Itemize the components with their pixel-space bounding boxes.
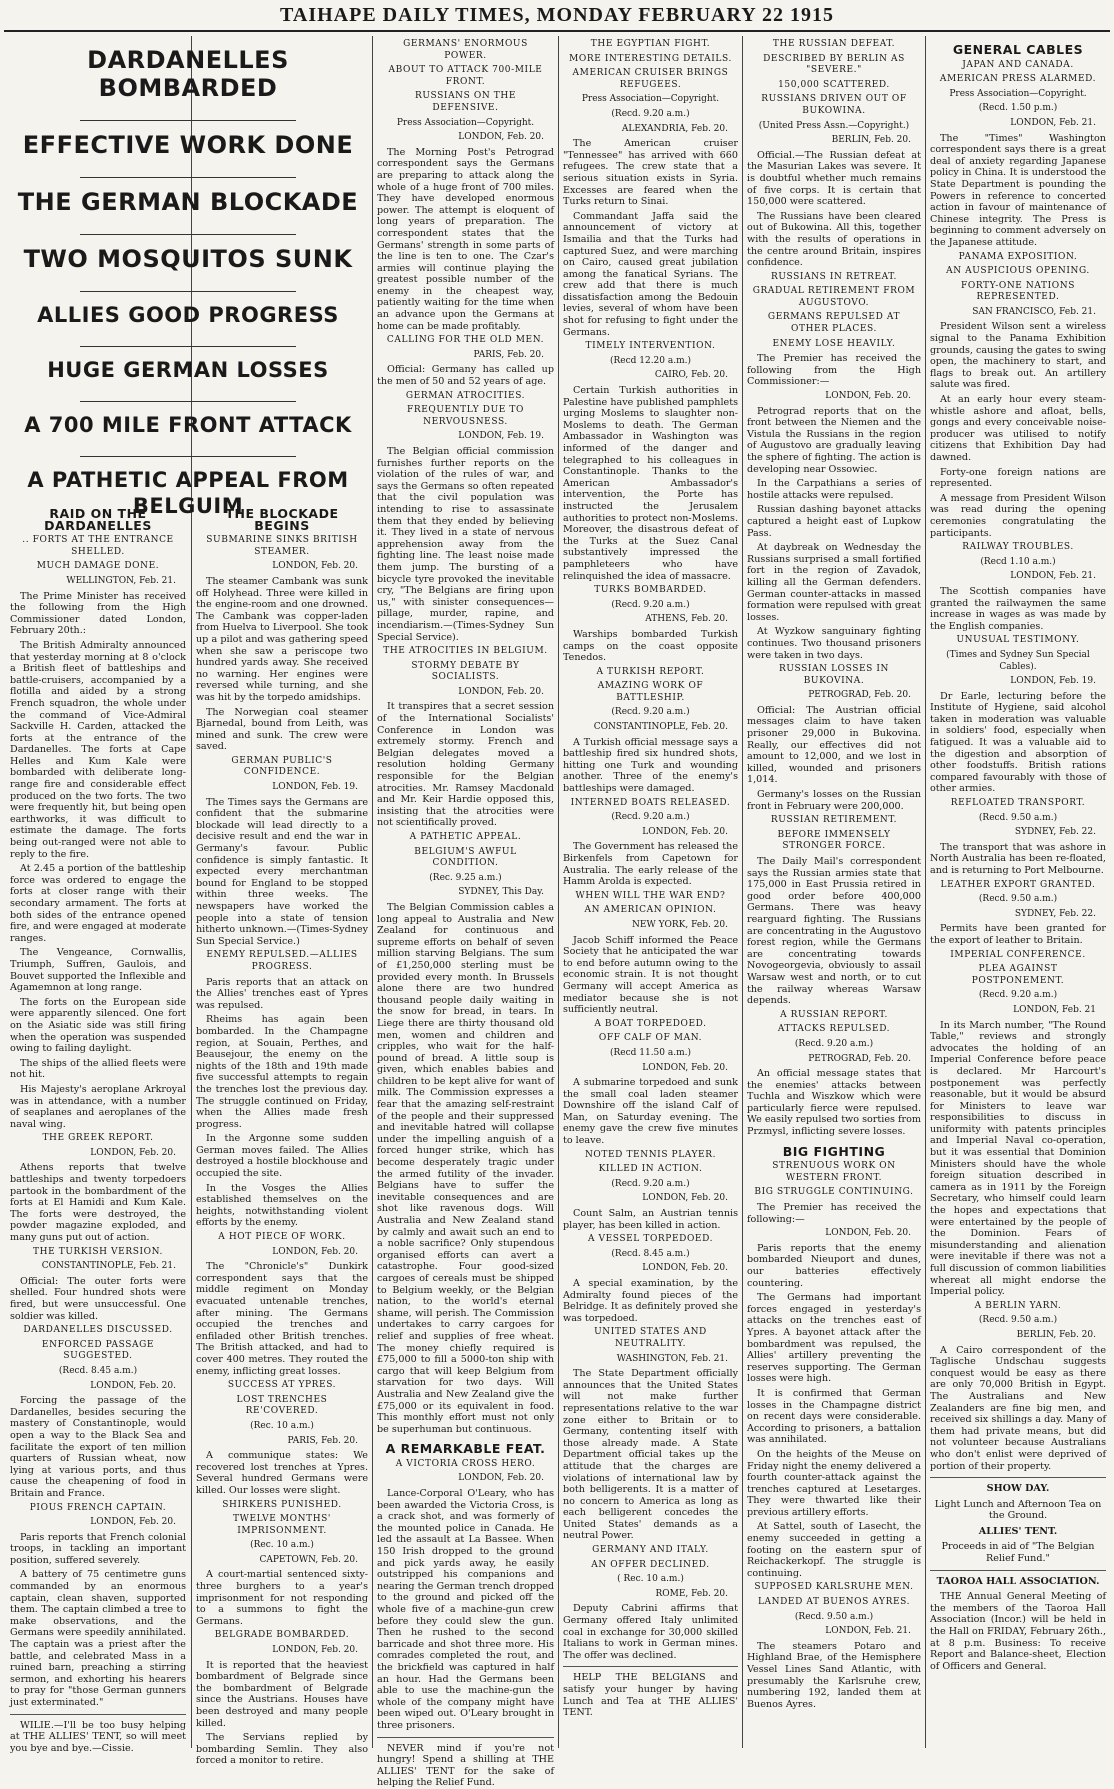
subheading: SUBMARINE SINKS BRITISH STEAMER. <box>206 535 358 557</box>
source-line: (Recd. 1.50 p.m.) <box>978 103 1058 114</box>
source-line: (Recd. 9.50 a.m.) <box>978 1315 1058 1326</box>
column-3 <box>377 36 554 1789</box>
source-line: (Recd. 8.45 a.m.) <box>58 1365 138 1376</box>
paragraph: It is reported that the heaviest bombardment of Belgrade since the bombardment of Belgrade since the Austrians. Houses have been destroyed and many people killed. <box>196 1659 368 1729</box>
dateline: LONDON, Feb. 21. <box>1010 117 1096 128</box>
paragraph: In the Argonne some sudden German moves failed. The Allies destroyed a hostile blockhouse and occupied the site. <box>196 1133 368 1180</box>
source-line: ( Rec. 10 a.m.) <box>617 1574 684 1585</box>
dateline: LONDON, Feb. 21. <box>1010 571 1096 582</box>
article-headline: A BOAT TORPEDOED. <box>594 1018 707 1029</box>
paragraph: The Government has released the Birkenfels from Capetown for Australia. The early release of the Hamm Arolda is expected. <box>563 841 738 888</box>
paragraph: The Prime Minister has received the following from the High Commissioner dated London, February 20th.: <box>10 590 186 637</box>
article-headline: SUPPOSED KARLSRUHE MEN. <box>754 1582 914 1593</box>
dateline: LONDON, Feb. 20. <box>458 132 544 143</box>
paragraph: Jacob Schiff informed the Peace Society that he anticipated the war to end before autumn owing to the economic strain. It is not thought Germany will accept America as mediator because she is not sufficiently neutral. <box>563 934 738 1016</box>
article-headline: UNITED STATES AND NEUTRALITY. <box>594 1327 707 1349</box>
dateline: CAPETOWN, Feb. 20. <box>259 1554 358 1565</box>
paragraph: The Vengeance, Cornwallis, Triumph, Suffren, Gaulois, and Bouvet supported the Inflexible and Agamemnon at long range. <box>10 947 186 994</box>
dateline: BERLIN, Feb. 20. <box>1016 1329 1096 1340</box>
headline-divider <box>80 346 296 347</box>
dateline: LONDON, Feb. 20. <box>642 1062 728 1073</box>
subheading: 150,000 SCATTERED. <box>778 79 890 90</box>
article-headline: THE TURKISH VERSION. <box>33 1246 163 1257</box>
headline: TWO MOSQUITOS SUNK <box>23 245 353 273</box>
paragraph: Germany's losses on the Russian front in February were 200,000. <box>747 789 921 812</box>
headline: DARDANELLES BOMBARDED <box>87 46 289 102</box>
source-line: (Recd. 9.20 a.m.) <box>611 599 690 610</box>
column-4 <box>563 36 738 1746</box>
article-headline: GERMANY AND ITALY. <box>592 1545 709 1556</box>
headline: HUGE GERMAN LOSSES <box>47 358 329 382</box>
dateline: LONDON, Feb. 20. <box>642 1193 728 1204</box>
paragraph: The Germans had important forces engaged in yesterday's attacks on the trenches east of Ypres. A bayonet attack after the bombardment was repulsed, the Allies' artillery preventing the reserves supporting. The German losses were high. <box>747 1292 921 1385</box>
headline: ALLIES GOOD PROGRESS <box>37 303 339 327</box>
subheading: TWELVE MONTHS' IMPRISONMENT. <box>232 1514 332 1536</box>
dateline: WASHINGTON, Feb. 21. <box>616 1353 728 1364</box>
subheading: AMERICAN CRUISER BRINGS REFUGEES. <box>572 68 729 90</box>
source-line: Press Association—Copyright. <box>396 117 535 128</box>
source-line: (Rec. 10 a.m.) <box>250 1540 314 1551</box>
subheading: DESCRIBED BY BERLIN AS "SEVERE." <box>763 53 905 76</box>
paragraph: In its March number, "The Round Table," reviews and strongly advocates the holding of an Imperial Conference before peace is declared. Mr Harcourt's postponement was perfectly reasonable, but it would be absurd for Ministers to leave war responsibilities to discuss in uniformity with patents principles and Imperial Naval co-operation, but it was essential that Dominion Ministers should have the whole foreign situation described in camera as in 1911 by the Foreign Secretary, who himself could learn the hopes and expectations that were entertained by the people of the Dominion. Fears of misunderstanding and alienation were inevitable if there was not a full discussion of common liabilities whereat all might endorse the Imperial policy. <box>930 1019 1106 1298</box>
article-headline: RUSSIAN LOSSES IN BUKOVINA. <box>778 664 890 686</box>
article-headline: A BERLIN YARN. <box>974 1300 1062 1311</box>
paragraph: President Wilson sent a wireless signal to the Panama Exhibition grounds, causing the gates to swing open, the machinery to start, and flags to break out. An artillery salute was fired. <box>930 321 1106 391</box>
paragraph: In the Vosges the Allies established themselves on the heights, notwithstanding violent efforts by the enemy. <box>196 1182 368 1229</box>
paragraph: The Morning Post's Petrograd correspondent says the Germans are preparing to attack along the whole of a huge front of 700 miles. They have developed enormous power. The attempt is eloquent of long years of preparation. The correspondent states that the Germans' strength in some parts of the line is ten to one. The Czar's armies will continue playing the greatest possible number of the enemy in the cheapest way, patiently waiting for the time when an advance upon the Germans at home can be made profitably. <box>377 146 554 332</box>
source-line: (Recd. 8.45 a.m.) <box>611 1248 690 1259</box>
dateline: PARIS, Feb. 20. <box>287 1435 358 1446</box>
source-line: Press Association—Copyright. <box>581 94 720 105</box>
source-line: (Recd. 9.20 a.m.) <box>794 1038 874 1049</box>
section-rule <box>563 1666 738 1667</box>
article-headline: ENEMY REPULSED.—ALLIES PROGRESS. <box>206 950 358 972</box>
paragraph: The Scottish companies have granted the railwaymen the same increase in wages as was made by the English companies. <box>930 585 1106 632</box>
section-rule <box>377 1737 554 1738</box>
subheading: ABOUT TO ATTACK 700-MILE FRONT. <box>388 65 543 87</box>
column-5 <box>747 36 921 1746</box>
ad-text: THE Annual General Meeting of the members of the Taoroa Hall Association (Incor.) will be held in the Hall on FRIDAY, February 26th., at 8 p.m. Business: To receive Report and Balance-sheet, Election of Officers and General. <box>930 1591 1106 1672</box>
paragraph: Commandant Jaffa said the announcement of victory at Ismailia and that the Turks had captured Suez, and were marching on Cairo, caused great jubilation among the fanatical Syrians. The crew add that there is much dissatisfaction among the Bedouin levies, several of whom have been shot for refusing to fight under the Germans. <box>563 210 738 338</box>
subheading: LANDED AT BUENOS AYRES. <box>757 1597 911 1608</box>
ad-text: Light Lunch and Afternoon Tea on the Ground. <box>934 1498 1102 1522</box>
ad-heading: ALLIES' TENT. <box>978 1525 1058 1537</box>
subheading: GRADUAL RETIREMENT FROM AUGUSTOVO. <box>752 286 916 308</box>
dateline: CONSTANTINOPLE, Feb. 20. <box>593 722 728 733</box>
source-line: (Recd. 9.20 a.m.) <box>611 1178 690 1189</box>
article-headline: IMPERIAL CONFERENCE. <box>950 949 1086 960</box>
subheading: ATTACKS REPULSED. <box>777 1024 891 1035</box>
article-headline: BIG FIGHTING <box>782 1143 886 1159</box>
dateline: LONDON, Feb. 20. <box>642 1263 728 1274</box>
ad-heading: SHOW DAY. <box>986 1483 1050 1495</box>
paragraph: Lance-Corporal O'Leary, who has been awarded the Victoria Cross, is a crack shot, and was formerly of the mounted police in Canada. He led the assault at La Bassee. When 150 Irish dropped to the ground and pick yards away, he easily outstripped his companions and nearing the German trench dropped to the ground and picked off the whole five of a machine-gun crew before they could slew the gun. Then he rushed to the second barricade and shot three more. His comrades completed the rout, and the brickfield was captured in half an hour. Had the Germans been able to use the machine-gun the whole of the company might have been wiped out. O'Leary brought in three prisoners. <box>377 1488 554 1731</box>
paragraph: The steamers Potaro and Highland Brae, of the Hemisphere Vessel Lines Sand Atlantic, with presumably the Karlsruhe crew, numbering 192, landed them at Buenos Ayres. <box>747 1640 921 1710</box>
subheading: STORMY DEBATE BY SOCIALISTS. <box>411 660 520 683</box>
paragraph: A communique states: We recovered lost trenches at Ypres. Several hundred Germans were killed. Our losses were slight. <box>196 1450 368 1496</box>
paragraph: Paris reports that French colonial troops, in tackling an important position, suffered severely. <box>10 1531 186 1566</box>
dateline: LONDON, Feb. 21. <box>825 1626 911 1637</box>
dateline: ROME, Feb. 20. <box>655 1588 728 1599</box>
source-line: (Rec. 9.25 a.m.) <box>429 872 502 883</box>
paragraph: The "Times" Washington correspondent says there is a great deal of anxiety regarding Japanese policy in China. It is understood the State Department is pounding the Powers in reference to concerted action in favour of maintenance of Chinese integrity. The Press is beginning to comment adversely on the Japanese attitude. <box>930 132 1106 248</box>
dateline: NEW YORK, Feb. 20. <box>632 919 728 930</box>
dateline: ATHENS, Feb. 20. <box>645 614 728 625</box>
source-line: (Recd. 9.50 a.m.) <box>978 894 1058 905</box>
article-headline: GERMANS' ENORMOUS POWER. <box>403 39 528 61</box>
subheading: STRENUOUS WORK ON WESTERN FRONT. <box>772 1161 896 1183</box>
paragraph: A Turkish official message says a battleship fired six hundred shots, hitting one Turk and wounding another. Three of the enemy's battleships were damaged. <box>563 736 738 795</box>
subheading: OFF CALF OF MAN. <box>598 1033 703 1044</box>
paragraph: The Russians have been cleared out of Bukowina. All this, together with the results of operations in the centre around Britain, inspires confidence. <box>747 210 921 269</box>
paragraph: It transpires that a secret session of the International Socialists' Conference in London was extremely stormy. French and Belgian delegates moved a resolution holding Germany responsible for the Belgian atrocities. Mr. Ramsey Macdonald and Mr. Keir Hardie opposed this, insisting that the atrocities were not scientifically proved. <box>377 701 554 829</box>
dateline: LONDON, Feb. 20. <box>825 1228 911 1239</box>
column-rule <box>558 36 559 1748</box>
paragraph: His Majesty's aeroplane Arkroyal was in attendance, with a number of seaplanes and aeroplanes of the naval wing. <box>10 1083 186 1130</box>
article-headline: REFLOATED TRANSPORT. <box>950 798 1086 809</box>
paragraph: Certain Turkish authorities in Palestine have published pamphlets urging Moslems to slaughter non-Moslems to death. The German Ambassador in Washington was informed of the danger and telegraphed to his colleagues in Constantinople. Thanks to the American Ambassador's intervention, the Porte has instructed the Jerusalem authorities to protect non-Moslems. Moreover, the disastrous defeat of the Turks at the Suez Canal substantively impressed the pamphleteers who have relinquished the idea of massacre. <box>563 385 738 582</box>
source-line: (Recd. 9.20 a.m.) <box>978 990 1058 1001</box>
paragraph: The British Admiralty announced that yesterday morning at 8 o'clock a British fleet of battleships and battle-cruisers, accompanied by a flotilla and aided by a strong French squadron, the whole under the command of Vice-Admiral Sackville H. Carden, attacked the forts at the entrance of the Dardanelles. The forts at Cape Helles and Kum Kale were bombarded with deliberate long-range fire and considerable effect produced on the two forts. The two were frequently hit, but being open earthworks, it was difficult to estimate the damage. The forts being out-ranged were not able to reply to the fire. <box>10 639 186 860</box>
column-rule <box>372 36 373 1748</box>
paragraph: Paris reports that the enemy bombarded Nieuport and dunes, our batteries effectively countering. <box>747 1242 921 1289</box>
subheading: A VICTORIA CROSS HERO. <box>395 1458 536 1469</box>
dateline: SYDNEY, Feb. 22. <box>1014 827 1096 838</box>
paragraph: The ships of the allied fleets were not hit. <box>10 1057 186 1081</box>
source-line: (Rec. 10 a.m.) <box>250 1420 314 1431</box>
paragraph: Official.—The Russian defeat at the Masurian Lakes was severe. It is doubtful whether much remains of five corps. It is certain that 150,000 were scattered. <box>747 149 921 208</box>
article-headline: SHIRKERS PUNISHED. <box>222 1499 342 1510</box>
paragraph: A message from President Wilson was read during the opening ceremonies congratulating the participants. <box>930 492 1106 539</box>
article-headline: CALLING FOR THE OLD MEN. <box>386 335 545 346</box>
article-headline: A VESSEL TORPEDOED. <box>587 1234 714 1245</box>
article-headline: WHEN WILL THE WAR END? <box>575 890 726 901</box>
paragraph: At Sattel, south of Lasecht, the enemy succeeded in getting a footing on the eastern spur of Reichackerkopf. The struggle is continuing. <box>747 1521 921 1579</box>
subheading: ENEMY LOSE HEAVILY. <box>772 338 896 349</box>
masthead: TAIHAPE DAILY TIMES, MONDAY FEBRUARY 22 1915 <box>280 4 834 26</box>
paragraph: The steamer Cambank was sunk off Holyhead. Three were killed in the engine-room and one drowned. The Cambank was copper-laden from Huelva to Liverpool. She took up a pilot and was gathering speed when she saw a periscope two hundred yards away. She received no warning. Her engines were reversed while turning, and she was hit by the torpedo amidships. <box>196 575 368 703</box>
paragraph: Athens reports that twelve battleships and twenty torpedoers partook in the bombardment of the forts at El Hamidi and Kum Kale. The forts were destroyed, the powder magazine exploded, and many guns put out of action. <box>10 1162 186 1244</box>
dateline: LONDON, Feb. 20. <box>90 1517 176 1528</box>
headline: A PATHETIC APPEAL FROM BELGUIM <box>27 468 349 518</box>
notice: NEVER mind if you're not hungry! Spend a shilling at THE ALLIES' TENT for the sake of helping the Relief Fund. <box>377 1742 554 1789</box>
dateline: SAN FRANCISCO, Feb. 21. <box>972 306 1096 317</box>
subheading: KILLED IN ACTION. <box>598 1164 703 1175</box>
article-headline: RUSSIAN RETIREMENT. <box>770 815 898 826</box>
dateline: LONDON, Feb. 19. <box>458 431 544 442</box>
article-headline: GERMAN ATROCITIES. <box>405 390 526 401</box>
paragraph: At daybreak on Wednesday the Russians surprised a small fortified fort in the region of Zavadok, killing all the German defenders. German counter-attacks in massed formation were repulsed with great losses. <box>747 542 921 623</box>
paragraph: Official: Germany has called up the men of 50 and 52 years of age. <box>377 364 554 388</box>
article-headline: A TURKISH REPORT. <box>596 666 705 677</box>
paragraph: Permits have been granted for the export of leather to Britain. <box>930 923 1106 946</box>
paragraph: A court-martial sentenced sixty-three burghers to a year's imprisonment for not responding to a summons to fight the Germans. <box>196 1569 368 1627</box>
article-headline: THE GREEK REPORT. <box>42 1133 154 1144</box>
paragraph: An official message states that the enemies' attacks between Tuchla and Wiszkow which were particularly fierce were repulsed. We easily repulsed two sorties from Przmysl, inflicting severe losses. <box>747 1068 921 1138</box>
masthead-rule <box>4 30 1110 32</box>
headline-divider <box>80 456 296 457</box>
headline-divider <box>80 401 296 402</box>
article-headline: THE BLOCKADE BEGINS <box>225 506 339 533</box>
dateline: BERLIN, Feb. 20. <box>831 135 911 146</box>
dateline: SYDNEY, This Day. <box>458 887 544 898</box>
article-headline: UNUSUAL TESTIMONY. <box>956 635 1080 646</box>
dateline: LONDON, Feb. 20. <box>458 686 544 697</box>
headline-divider <box>80 177 296 178</box>
paragraph: Official: The outer forts were shelled. Four hundred shots were fired, but were unsuccessful. One soldier was killed. <box>10 1275 186 1322</box>
paragraph: The Belgian official commission furnishes further reports on the violation of the rules of war, and says the Germans so often repeated that the civil population was intending to rise to assassinate them that they ended by believing it. They lived in a state of nervous apprehension away from the fighting line. The least noise made them jump. The bursting of a bicycle tyre provoked the inevitable cry, "The Belgians are firing upon us," with sinister consequences—pillage, murder, rapine, and incendiarism.—(Times-Sydney Sun Special Service). <box>377 446 554 643</box>
paragraph: A Cairo correspondent of the Taglische Undschau suggests conquest would be easy as there are only 70,000 British in Egypt. The Australians and New Zealanders are fine big men, and received six shillings a day. Many of them had private means, but did not volunteer because Australians who don't enlist were deprived of portion of their property. <box>930 1344 1106 1472</box>
subheading: BEFORE IMMENSELY STRONGER FORCE. <box>777 829 891 852</box>
paragraph: The Premier has received the following:— <box>747 1202 921 1225</box>
article-headline: A HOT PIECE OF WORK. <box>218 1232 346 1243</box>
source-line: (Recd 12.20 a.m.) <box>609 355 692 366</box>
subheading: RUSSIANS DRIVEN OUT OF BUKOWINA. <box>761 94 907 116</box>
paragraph: In the Carpathians a series of hostile attacks were repulsed. <box>747 478 921 501</box>
paragraph: Warships bombarded Turkish camps on the coast opposite Tenedos. <box>563 628 738 664</box>
article-headline: A RUSSIAN REPORT. <box>780 1009 888 1020</box>
headline-divider <box>80 234 296 235</box>
source-line: (Recd. 9.20 a.m.) <box>611 707 690 718</box>
dateline: LONDON, Feb. 20. <box>458 1473 544 1484</box>
paragraph: The Premier has received the following from the High Commissioner:— <box>747 353 921 388</box>
paragraph: A submarine torpedoed and sunk the small coal laden steamer Downshire off the island Calf of Man, on Saturday evening. The enemy gave the crew five minutes to leave. <box>563 1077 738 1147</box>
dateline: LONDON, Feb. 20. <box>90 1380 176 1391</box>
paragraph: Count Salm, an Austrian tennis player, has been killed in action. <box>563 1208 738 1231</box>
dateline: PETROGRAD, Feb. 20. <box>808 690 911 701</box>
article-headline: THE ATROCITIES IN BELGIUM. <box>383 646 548 657</box>
article-headline: RUSSIANS IN RETREAT. <box>770 271 898 282</box>
article-headline: TURKS BOMBARDED. <box>594 585 707 596</box>
article-headline: PIOUS FRENCH CAPTAIN. <box>29 1502 167 1513</box>
source-line: (Recd. 9.50 a.m.) <box>794 1611 874 1622</box>
article-headline: THE RUSSIAN DEFEAT. <box>772 39 896 49</box>
subheading: AN OFFER DECLINED. <box>591 1559 710 1570</box>
headline: A 700 MILE FRONT ATTACK <box>24 413 352 437</box>
source-line: (Times and Sydney Sun Special Cables). <box>946 649 1090 672</box>
subheading: PLEA AGAINST POSTPONEMENT. <box>971 964 1065 986</box>
headline: EFFECTIVE WORK DONE <box>22 131 354 159</box>
paragraph: Rheims has again been bombarded. In the Champagne region, at Souain, Perthes, and Beausejour, the enemy on the nights of the 18th and 19th made five successful attempts to regain the trenches lost the previous day. The struggle continued on Friday, when the Allies made fresh progress. <box>196 1014 368 1130</box>
column-1 <box>10 500 186 1754</box>
ad-heading: TAOROA HALL ASSOCIATION. <box>936 1575 1100 1587</box>
article-headline: GERMAN PUBLIC'S CONFIDENCE. <box>231 755 333 778</box>
source-line: (Recd. 9.50 a.m.) <box>978 812 1058 823</box>
dateline: LONDON, Feb. 20. <box>272 561 358 572</box>
dateline: CONSTANTINOPLE, Feb. 21. <box>41 1261 176 1272</box>
column-2 <box>196 500 368 1767</box>
subheading: JAPAN AND CANADA. <box>962 59 1074 70</box>
headline: THE GERMAN BLOCKADE <box>17 188 359 216</box>
paragraph: The Norwegian coal steamer Bjarnedal, bound from Leith, was mined and sunk. The crew were saved. <box>196 706 368 753</box>
subheading: GERMANS REPULSED AT OTHER PLACES. <box>767 312 901 335</box>
paragraph: The Times says the Germans are confident that the submarine blockade will lead directly to a decisive result and end the war in Germany's favour. Public confidence is simply fantastic. It expected every merchantman bound for England to be stopped within three weeks. The newspapers have worked the people into a state of tension hitherto unknown.—(Times-Sydney Sun Special Service.) <box>196 796 368 947</box>
source-line: (Recd 11.50 a.m.) <box>609 1047 692 1058</box>
dateline: LONDON, Feb. 21 <box>1013 1004 1096 1015</box>
dateline: LONDON, Feb. 20. <box>90 1147 176 1158</box>
paragraph: The Daily Mail's correspondent says the Russian armies state that 175,000 in East Prussia retired in good order before 400,000 Germans. There was heavy rearguard fighting. The Russians are concentrating in the Augustovo forest region, while the Germans are concentrating towards Novogeorgevia, obviously to assail Warsaw west and north, or to cut the railway whereas Warsaw depends. <box>747 856 921 1007</box>
article-headline: A REMARKABLE FEAT. <box>385 1441 546 1457</box>
subheading: BELGIUM'S AWFUL CONDITION. <box>414 846 517 869</box>
subheading: ENFORCED PASSAGE SUGGESTED. <box>41 1339 155 1362</box>
paragraph: The State Department officially announces that the United States will not make further representations relative to the war zone either to Britain or to Germany, contenting itself with those already made. A State Department official takes up the attitude that the charges are violations of international law by both belligerents. It is a matter of no concern to America as long as each belligerent concedes the United States' demands as a neutral Power. <box>563 1368 738 1542</box>
article-headline: LEATHER EXPORT GRANTED. <box>940 879 1096 890</box>
notice: WILIE.—I'll be too busy helping at THE ALLIES' TENT, so will meet you bye and bye.—Cissie. <box>10 1719 186 1754</box>
column-rule <box>742 36 743 1748</box>
paragraph: Petrograd reports that on the front between the Niemen and the Vistula the Russians in the region of Augustovo are gradually leaving the sphere of fighting. The action is developing near Ossowiec. <box>747 405 921 475</box>
dateline: PETROGRAD, Feb. 20. <box>808 1053 911 1064</box>
subheading: MUCH DAMAGE DONE. <box>36 561 160 572</box>
subheading: BIG STRUGGLE CONTINUING. <box>754 1187 914 1198</box>
banner-headlines <box>8 40 368 518</box>
paragraph: At 2.45 a portion of the battleship force was ordered to engage the forts at closer range with their secondary armament. The forts at both sides of the entrance opened fire, and were engaged at moderate ranges. <box>10 863 186 944</box>
dateline: LONDON, Feb. 19. <box>1010 676 1096 687</box>
paragraph: The Belgian Commission cables a long appeal to Australia and New Zealand for continuous and supreme efforts on behalf of seven million starving Belgians. The sum of £1,250,000 sterling must be provided every month. In Brussels alone there are two hundred thousand people daily waiting in the snow for bread, in tears. In Liege there are thirty thousand old men, women and children and cripples, who wait for the half-pound of bread. A little soup is given, which enables babies and children to be kept alive for want of milk. The Commission expresses a fear that the amazing self-restraint of the people and their suppressed and inevitable hatred will collapse under the impelling anguish of a forced hunger strike, which has become desperately tragic under the armed futility of the invader. Belgians have to suffer the inevitable consequences and are shot like ravenous dogs. Will Australia and New Zealand stand by calmly and await such an end to a noble sacrifice? Only stupendous organised efforts can avert a catastrophe. Four good-sized cargoes of cereals must be shipped to Belgium weekly, or the Belgian nation, to the world's eternal shame, will perish. The Commission undertakes to carry cargoes for relief and supplies of free wheat. The money chiefly required is £75,000 to fill a 5000-ton ship with cargo that will keep Belgium from starvation for two days. Will Australia and New Zealand give the £75,000 or its equivalent in food. This monthly effort must not only be superhuman but continuous. <box>377 901 554 1435</box>
source-line: (Recd. 9.20 a.m.) <box>611 812 690 823</box>
source-line: (United Press Assn.—Copyright.) <box>758 120 910 131</box>
source-line: (Recd 1.10 a.m.) <box>980 556 1056 567</box>
subheading: FREQUENTLY DUE TO NERVOUSNESS. <box>406 405 525 427</box>
subheading: AMAZING WORK OF BATTLESHIP. <box>597 681 704 703</box>
dateline: CAIRO, Feb. 20. <box>654 370 728 381</box>
dateline: ALEXANDRIA, Feb. 20. <box>621 123 728 134</box>
paragraph: The Servians replied by bombarding Semlin. They also forced a monitor to retire. <box>196 1732 368 1767</box>
subheading: .. FORTS AT THE ENTRANCE SHELLED. <box>22 535 174 557</box>
column-rule <box>925 36 926 1748</box>
subheading: LOST TRENCHES RE'COVERED. <box>236 1394 328 1417</box>
paragraph: Russian dashing bayonet attacks captured a height east of Lupkow Pass. <box>747 504 921 539</box>
paragraph: Official: The Austrian official messages claim to have taken prisoner 29,000 in Bukovina. Really, our effectives did not amount to 12,000, and we lost in killed, wounded and prisoners 1,014. <box>747 704 921 786</box>
article-headline: TIMELY INTERVENTION. <box>585 341 716 352</box>
notice: HELP THE BELGIANS and satisfy your hunger by having Lunch and Tea at THE ALLIES' TENT. <box>563 1672 738 1719</box>
source-line: (Recd. 9.20 a.m.) <box>611 108 690 119</box>
paragraph: Dr Earle, lecturing before the Institute of Hygiene, said alcohol taken in moderation was valuable in soldiers' food, especially when fatigued. It was a valuable aid to the digestion and absorption of other foodstuffs. British rations compared favourably with those of other armies. <box>930 690 1106 795</box>
article-headline: PANAMA EXPOSITION. <box>958 251 1078 262</box>
dateline: PARIS, Feb. 20. <box>473 349 544 360</box>
paragraph: A battery of 75 centimetre guns commanded by an enormous captain, clean shaven, supported them. The captain climbed a tree to make observations, and the Germans were speedily annihilated. The captain was a priest after the battle, and celebrated Mass in a ruined barn, preaching a stirring sermon, and exhorting his hearers to pray for "those German gunners just exterminated." <box>10 1569 186 1708</box>
paragraph: It is confirmed that German losses in the Champagne district on recent days were considerable. According to prisoners, a battalion was annihilated. <box>747 1387 921 1446</box>
article-headline: DARDANELLES DISCUSSED. <box>23 1325 173 1336</box>
dateline: LONDON, Feb. 20. <box>642 826 728 837</box>
paragraph: Deputy Cabrini affirms that Germany offered Italy unlimited coal in exchange for 30,000 skilled Italians to work in German mines. The offer was declined. <box>563 1603 738 1661</box>
article-headline: RAILWAY TROUBLES. <box>962 542 1074 553</box>
paragraph: Forcing the passage of the Dardanelles, besides securing the mastery of Constantinople, would open a way to the Black Sea and facilitate the export of ten million quarters of Russian wheat, now lying at various ports, and thus cause the cheapening of food in Britain and France. <box>10 1395 186 1499</box>
article-headline: GENERAL CABLES <box>952 42 1084 57</box>
paragraph: At Wyzkow sanguinary fighting continues. Two thousand prisoners were taken in two days. <box>747 626 921 661</box>
paragraph: The transport that was ashore in North Australia has been re-floated, and is returning to Port Melbourne. <box>930 841 1106 876</box>
section-rule <box>10 1714 186 1715</box>
headline-divider <box>80 120 296 121</box>
subheading: AN AMERICAN OPINION. <box>584 905 717 916</box>
dateline: LONDON, Feb. 19. <box>272 782 358 793</box>
article-headline: RAID ON THE DARDANELLES <box>44 506 152 533</box>
article-headline: INTERNED BOATS RELEASED. <box>570 797 731 808</box>
dateline: WELLINGTON, Feb. 21. <box>66 575 176 586</box>
paragraph: The American cruiser "Tennessee" has arrived with 660 refugees. The crew state that a serious situation exists in Syria. Excesses are feared when the Turks return to Sinai. <box>563 138 738 208</box>
article-headline: A PATHETIC APPEAL. <box>409 832 522 842</box>
subheading: AMERICAN PRESS ALARMED. <box>939 74 1097 85</box>
paragraph: The forts on the European side were apparently silenced. One fort on the Asiatic side was still firing when the operation was suspended owing to failing daylight. <box>10 996 186 1055</box>
subheading: MORE INTERESTING DETAILS. <box>569 53 732 64</box>
paragraph: The "Chronicle's" Dunkirk correspondent says that the middle regiment on Monday evacuated untenable trenches, after mining. The Germans occupied the trenches and enfiladed other British trenches. The British attacked, and had to cover 400 metres. They routed the enemy, inflicting great losses. <box>196 1261 368 1377</box>
paragraph: Forty-one foreign nations are represented. <box>930 466 1106 490</box>
paragraph: A special examination, by the Admiralty found pieces of the Belridge. It as definitely proved she was torpedoed. <box>563 1278 738 1324</box>
subheading: RUSSIANS ON THE DEFENSIVE. <box>414 91 517 113</box>
column-6 <box>930 36 1106 1746</box>
subheading: FORTY-ONE NATIONS REPRESENTED. <box>961 280 1075 303</box>
section-rule <box>930 1570 1106 1571</box>
dateline: LONDON, Feb. 20. <box>825 391 911 402</box>
section-rule <box>930 1477 1106 1478</box>
subheading: AN AUSPICIOUS OPENING. <box>946 266 1090 277</box>
dateline: LONDON, Feb. 20. <box>272 1246 358 1257</box>
article-headline: SUCCESS AT YPRES. <box>227 1380 337 1391</box>
article-headline: THE EGYPTIAN FIGHT. <box>590 39 711 49</box>
ad-text: Proceeds in aid of "The Belgian Relief Fund." <box>941 1541 1095 1565</box>
dateline: SYDNEY, Feb. 22. <box>1014 908 1096 919</box>
dateline: LONDON, Feb. 20. <box>272 1645 358 1656</box>
article-headline: BELGRADE BOMBARDED. <box>214 1630 350 1641</box>
article-headline: NOTED TENNIS PLAYER. <box>584 1149 717 1160</box>
paragraph: At an early hour every steam-whistle ashore and afloat, bells, gongs and every conceivable noise-producer was utilised to notify citizens that Exhibition Day had dawned. <box>930 394 1106 463</box>
source-line: Press Association—Copyright. <box>949 88 1087 99</box>
paragraph: Paris reports that an attack on the Allies' trenches east of Ypres was repulsed. <box>196 976 368 1011</box>
paragraph: On the heights of the Meuse on Friday night the enemy delivered a fourth counter-attack against the trenches captured at Lesetarges. They were thwarted like their previous artillery efforts. <box>747 1448 921 1518</box>
headline-divider <box>80 291 296 292</box>
